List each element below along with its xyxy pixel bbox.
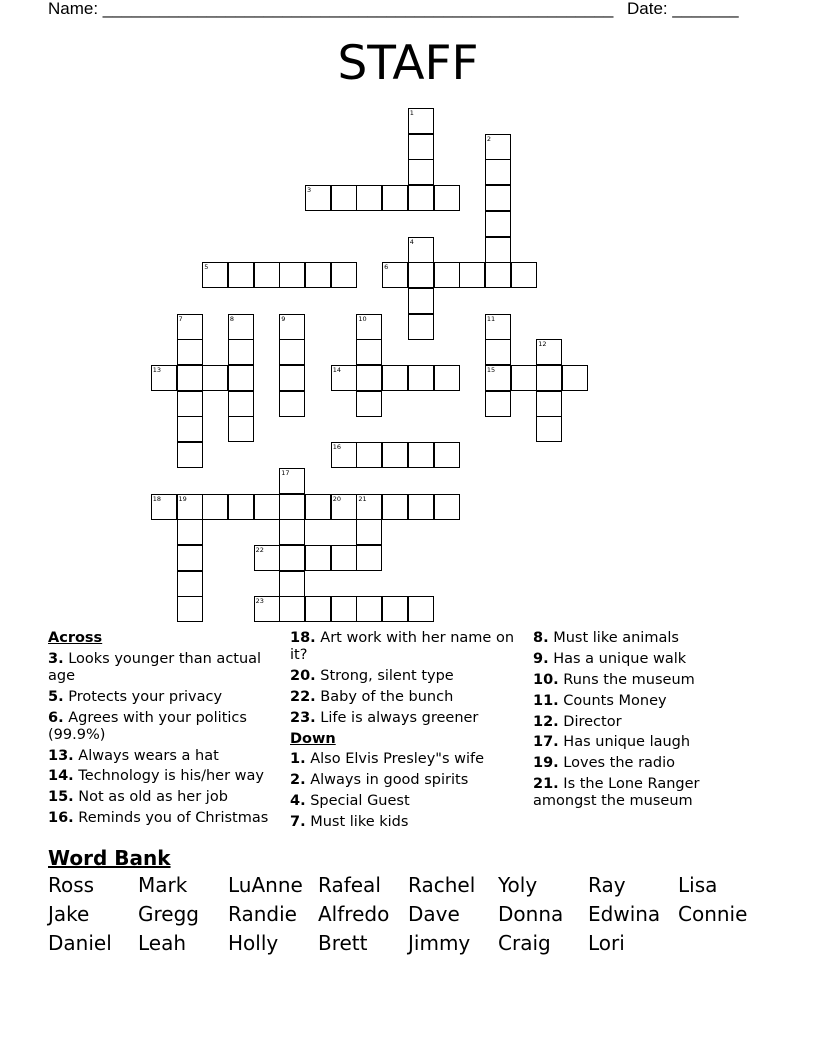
word-bank-item: Craig: [498, 931, 551, 955]
grid-cell[interactable]: [177, 545, 203, 571]
cell-number: 3: [307, 186, 312, 195]
word-bank-title: Word Bank: [48, 846, 171, 870]
cell-number: 1: [409, 109, 414, 117]
name-field-line: Name: ______________________________________________________: [48, 0, 614, 18]
grid-cell[interactable]: [485, 185, 511, 211]
clue-text: Baby of the bunch: [320, 688, 454, 705]
clue-text: Has unique laugh: [563, 734, 691, 751]
grid-cell[interactable]: [485, 339, 511, 365]
clue-text: Technology is his/her way: [78, 768, 264, 785]
cell-number: 21: [358, 494, 367, 503]
clue-across-23: [290, 710, 515, 727]
word-bank-item: Ray: [588, 873, 626, 897]
cell-number: 2: [486, 134, 492, 143]
grid-cell[interactable]: [279, 391, 305, 417]
clue-across-16: [48, 810, 276, 827]
grid-cell[interactable]: [279, 571, 305, 597]
clue-across-3: [48, 651, 276, 685]
clue-text: Looks younger than actual age: [48, 650, 262, 684]
grid-cell[interactable]: [536, 339, 562, 365]
grid-cell[interactable]: [356, 185, 382, 211]
word-bank-item: Edwina: [588, 902, 661, 926]
clue-down-9: [533, 651, 763, 668]
clue-text: Loves the radio: [563, 755, 676, 772]
grid-cell[interactable]: [305, 545, 331, 571]
grid-cell[interactable]: [408, 365, 434, 391]
grid-cell[interactable]: [177, 442, 203, 468]
clue-number: 18.: [290, 630, 316, 646]
cell-number: 20: [332, 494, 341, 503]
grid-cell[interactable]: [279, 545, 305, 571]
grid-cell[interactable]: [485, 211, 511, 237]
grid-cell[interactable]: [228, 391, 254, 417]
clue-across-5: [48, 689, 276, 706]
grid-cell[interactable]: [382, 442, 408, 468]
grid-cell[interactable]: [485, 314, 511, 340]
grid-cell[interactable]: [408, 288, 434, 314]
clue-down-12: [533, 714, 763, 731]
word-bank-item: Daniel: [48, 931, 112, 955]
clue-number: 21.: [533, 776, 559, 793]
cell-number: 23: [255, 597, 264, 606]
grid-cell[interactable]: [434, 494, 460, 520]
clue-down-21: [533, 776, 763, 810]
cell-number: 22: [255, 545, 264, 554]
clue-number: 17.: [533, 734, 559, 751]
grid-cell[interactable]: [408, 262, 434, 288]
clue-number: 9.: [533, 650, 549, 667]
clue-number: 13.: [48, 747, 74, 764]
cell-number: 12: [538, 340, 547, 349]
clue-number: 11.: [533, 692, 559, 709]
clue-down-4: [290, 793, 515, 810]
clue-number: 4.: [290, 793, 306, 810]
word-bank-item: Lori: [588, 931, 625, 955]
clue-text: Not as old as her job: [78, 789, 228, 806]
cell-number: 10: [358, 314, 367, 323]
word-bank-item: Gregg: [138, 902, 199, 926]
grid-cell[interactable]: [562, 365, 588, 391]
grid-cell[interactable]: [228, 262, 254, 288]
grid-cell[interactable]: [382, 365, 408, 391]
grid-cell[interactable]: [279, 262, 305, 288]
clue-column-1: [48, 630, 276, 831]
clue-text: Must like kids: [310, 814, 409, 831]
grid-cell[interactable]: [408, 185, 434, 211]
down-heading: Down: [290, 730, 336, 747]
clue-text: Protects your privacy: [68, 688, 223, 705]
grid-cell[interactable]: [485, 391, 511, 417]
puzzle-title: STAFF: [337, 36, 479, 91]
clue-across-15: [48, 789, 276, 806]
word-bank-list: [48, 873, 788, 956]
clue-text: Also Elvis Presley"s wife: [310, 751, 485, 768]
grid-cell[interactable]: [382, 494, 408, 520]
clue-number: 8.: [533, 630, 549, 646]
grid-cell[interactable]: [408, 108, 434, 134]
grid-cell[interactable]: [408, 134, 434, 160]
grid-cell[interactable]: [305, 596, 331, 622]
grid-cell[interactable]: [151, 365, 177, 391]
date-field-line: Date: _______: [627, 0, 739, 18]
grid-cell[interactable]: [408, 237, 434, 263]
clue-text: Counts Money: [563, 692, 667, 709]
grid-cell[interactable]: [408, 596, 434, 622]
clue-down-10: [533, 672, 763, 689]
grid-cell[interactable]: [536, 391, 562, 417]
grid-cell[interactable]: [356, 365, 382, 391]
word-bank-item: Leah: [138, 931, 187, 955]
word-bank-item: Yoly: [498, 873, 538, 897]
grid-cell[interactable]: [177, 416, 203, 442]
grid-cell[interactable]: [305, 494, 331, 520]
cell-number: 7: [178, 314, 183, 323]
grid-cell[interactable]: [228, 339, 254, 365]
grid-cell[interactable]: [331, 262, 357, 288]
clue-across-18: [290, 630, 515, 664]
grid-cell[interactable]: [177, 391, 203, 417]
grid-cell[interactable]: [228, 494, 254, 520]
clue-down-17: [533, 734, 763, 751]
grid-cell[interactable]: [356, 519, 382, 545]
grid-cell[interactable]: [279, 494, 305, 520]
clue-number: 23.: [290, 709, 316, 726]
clue-text: Is the Lone Ranger amongst the museum: [533, 776, 700, 810]
clue-across-6: [48, 710, 276, 744]
grid-cell[interactable]: [202, 262, 228, 288]
word-bank-item: Dave: [408, 902, 460, 926]
grid-cell[interactable]: [382, 596, 408, 622]
word-bank-item: Donna: [498, 902, 564, 926]
clue-text: Must like animals: [553, 630, 679, 646]
grid-cell[interactable]: [382, 185, 408, 211]
clue-column-3: [533, 630, 763, 814]
grid-cell[interactable]: [485, 365, 511, 391]
grid-cell[interactable]: [331, 185, 357, 211]
cell-number: 17: [281, 468, 290, 477]
clue-number: 5.: [48, 688, 64, 705]
clue-across-13: [48, 748, 276, 765]
clue-text: Reminds you of Christmas: [78, 810, 269, 827]
word-bank-item: Connie: [678, 902, 748, 926]
grid-cell[interactable]: [356, 339, 382, 365]
word-bank-item: Brett: [318, 931, 368, 955]
word-bank-item: Rafeal: [318, 873, 381, 897]
grid-cell[interactable]: [485, 159, 511, 185]
word-bank-item: Holly: [228, 931, 279, 955]
word-bank-item: Jimmy: [408, 931, 471, 955]
cell-number: 4: [409, 237, 414, 246]
grid-cell[interactable]: [536, 416, 562, 442]
grid-cell[interactable]: [356, 442, 382, 468]
grid-cell[interactable]: [177, 339, 203, 365]
grid-cell[interactable]: [151, 494, 177, 520]
clue-number: 19.: [533, 755, 559, 772]
grid-cell[interactable]: [485, 134, 511, 160]
clue-text: Art work with her name on it?: [290, 630, 515, 663]
grid-cell[interactable]: [254, 596, 280, 622]
clue-across-22: [290, 689, 515, 706]
cell-number: 15: [486, 366, 496, 374]
grid-cell[interactable]: [331, 494, 357, 520]
grid-cell[interactable]: [536, 365, 562, 391]
cell-number: 6: [384, 263, 389, 272]
clue-text: Always in good spirits: [310, 772, 469, 789]
grid-cell[interactable]: [434, 365, 460, 391]
word-bank-item: Jake: [48, 902, 90, 926]
clue-text: Strong, silent type: [320, 667, 454, 684]
grid-cell[interactable]: [485, 237, 511, 263]
grid-cell[interactable]: [434, 442, 460, 468]
grid-cell[interactable]: [177, 494, 203, 520]
grid-cell[interactable]: [254, 494, 280, 520]
across-heading: Across: [48, 630, 103, 646]
word-bank-item: LuAnne: [228, 873, 303, 897]
grid-cell[interactable]: [331, 442, 357, 468]
grid-cell[interactable]: [228, 365, 254, 391]
word-bank-item: Randie: [228, 902, 297, 926]
grid-cell[interactable]: [177, 314, 203, 340]
grid-cell[interactable]: [279, 596, 305, 622]
grid-cell[interactable]: [408, 314, 434, 340]
word-bank-item: Lisa: [678, 873, 718, 897]
clue-down-2: [290, 772, 515, 789]
clue-across-14: [48, 768, 276, 785]
word-bank-item: Mark: [138, 873, 188, 897]
cell-number: 19: [178, 494, 187, 503]
grid-cell[interactable]: [459, 262, 485, 288]
grid-cell[interactable]: [356, 596, 382, 622]
grid-cell[interactable]: [408, 159, 434, 185]
clue-number: 6.: [48, 709, 64, 726]
clue-number: 2.: [290, 772, 306, 789]
grid-cell[interactable]: [202, 365, 228, 391]
word-bank-item: Rachel: [408, 873, 476, 897]
clue-text: Special Guest: [310, 793, 410, 810]
clue-column-2: [290, 630, 515, 835]
grid-cell[interactable]: [434, 262, 460, 288]
clue-number: 3.: [48, 650, 64, 667]
grid-cell[interactable]: [356, 314, 382, 340]
clue-down-8: [533, 630, 763, 647]
word-bank-item: Ross: [48, 873, 95, 897]
clue-number: 7.: [290, 814, 306, 831]
clue-number: 14.: [48, 768, 74, 785]
clue-number: 1.: [290, 751, 306, 768]
grid-cell[interactable]: [279, 339, 305, 365]
grid-cell[interactable]: [177, 571, 203, 597]
grid-cell[interactable]: [228, 416, 254, 442]
grid-cell[interactable]: [177, 596, 203, 622]
clue-text: Runs the museum: [563, 671, 695, 688]
clue-number: 20.: [290, 667, 316, 684]
grid-cell[interactable]: [331, 596, 357, 622]
clue-down-7: [290, 814, 515, 831]
clue-text: Director: [563, 713, 622, 730]
grid-cell[interactable]: [408, 494, 434, 520]
clue-number: 16.: [48, 810, 74, 827]
grid-cell[interactable]: [279, 468, 305, 494]
grid-cell[interactable]: [356, 391, 382, 417]
grid-cell[interactable]: [331, 365, 357, 391]
clue-across-20: [290, 668, 515, 685]
grid-cell[interactable]: [305, 185, 331, 211]
cell-number: 18: [152, 494, 162, 503]
grid-cell[interactable]: [202, 494, 228, 520]
cell-number: 8: [229, 314, 235, 323]
clue-down-11: [533, 693, 763, 710]
clue-number: 12.: [533, 713, 559, 730]
grid-cell[interactable]: [331, 545, 357, 571]
grid-cell[interactable]: [279, 314, 305, 340]
cell-number: 16: [332, 443, 341, 452]
grid-cell[interactable]: [356, 545, 382, 571]
cell-number: 11: [486, 314, 496, 323]
grid-cell[interactable]: [356, 494, 382, 520]
grid-cell[interactable]: [408, 442, 434, 468]
cell-number: 13: [152, 366, 162, 374]
clue-text: Life is always greener: [320, 709, 479, 726]
grid-cell[interactable]: [228, 314, 254, 340]
cell-number: 9: [281, 314, 286, 323]
cell-number: 14: [332, 366, 341, 374]
clue-number: 22.: [290, 688, 316, 705]
grid-cell[interactable]: [511, 262, 537, 288]
clue-text: Agrees with your politics (99.9%): [48, 709, 247, 743]
grid-cell[interactable]: [254, 545, 280, 571]
grid-cell[interactable]: [279, 519, 305, 545]
clue-text: Has a unique walk: [553, 650, 687, 667]
cell-number: 5: [204, 263, 209, 272]
grid-cell[interactable]: [177, 365, 203, 391]
grid-cell[interactable]: [254, 262, 280, 288]
grid-cell[interactable]: [434, 185, 460, 211]
grid-cell[interactable]: [485, 262, 511, 288]
grid-cell[interactable]: [305, 262, 331, 288]
clue-text: Always wears a hat: [78, 747, 219, 764]
grid-cell[interactable]: [511, 365, 537, 391]
word-bank-item: Alfredo: [318, 902, 390, 926]
grid-cell[interactable]: [177, 519, 203, 545]
clue-number: 10.: [533, 671, 559, 688]
clue-down-19: [533, 755, 763, 772]
clue-down-1: [290, 751, 515, 768]
clue-number: 15.: [48, 789, 74, 806]
grid-cell[interactable]: [279, 365, 305, 391]
grid-cell[interactable]: [382, 262, 408, 288]
